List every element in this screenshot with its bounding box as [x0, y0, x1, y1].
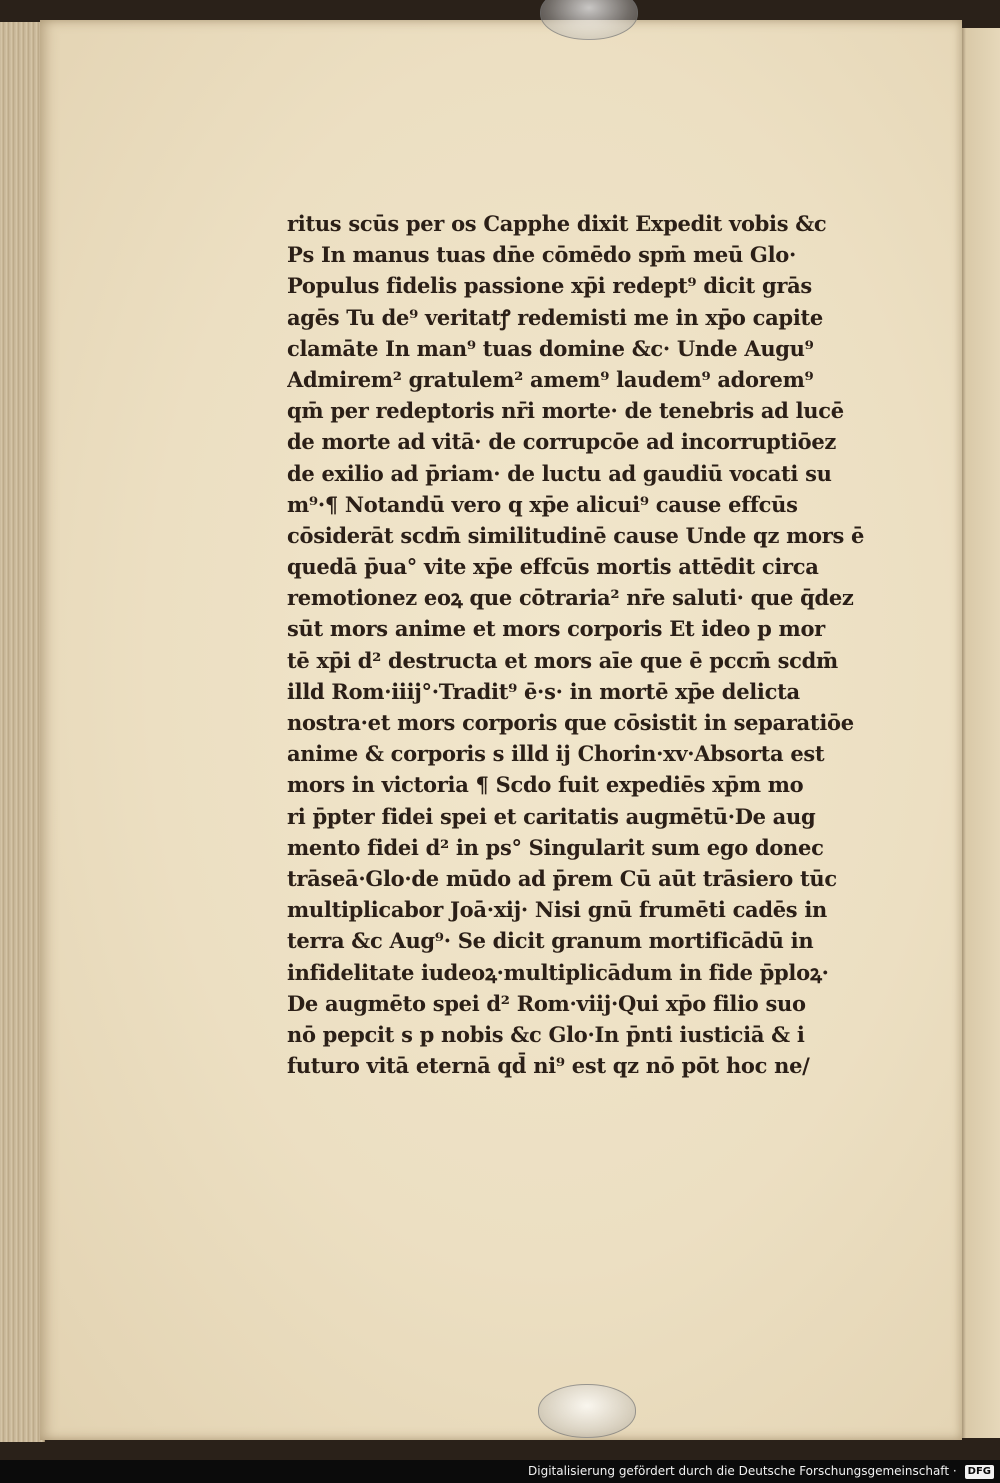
text-line: nō pepcit s p nobis &c Glo·In p̄nti iusticiā & i	[287, 1021, 805, 1047]
text-line: de exilio ad p̄riam· de luctu ad gaudiū vocati su	[287, 460, 832, 486]
text-line: nostra·et mors corporis que cōsistit in separatiōe	[287, 710, 854, 735]
funding-notice: Digitalisierung gefördert durch die Deutsche Forschungsgemeinschaft ·	[528, 1464, 957, 1478]
text-line: qm̄ per redeptoris nr̄i morte· de tenebris ad lucē	[287, 398, 844, 424]
text-line: m⁹·¶ Notandū vero q xp̄e alicui⁹ cause effcūs	[287, 491, 798, 517]
dfg-logo-icon: DFG	[965, 1465, 994, 1479]
text-line: infidelitate iudeoꝝ·multiplicādum in fide p̄ploꝝ·	[287, 959, 829, 985]
text-line: Admirem² gratulem² amem⁹ laudem⁹ adorem⁹	[287, 366, 814, 392]
text-line: ritus scūs per os Capphe dixit Expedit vobis &c	[287, 211, 827, 236]
text-line: clamāte In man⁹ tuas domine &c· Unde Augu⁹	[287, 335, 814, 361]
text-line: cōsiderāt scdm̄ similitudinē cause Unde qz mors ē	[287, 522, 865, 548]
text-line: de morte ad vitā· de corrupcōe ad incorruptiōez	[287, 429, 837, 455]
text-line: anime & corporis s illd ij Chorin·xv·Absorta est	[287, 741, 825, 767]
text-line: sūt mors anime et mors corporis Et ideo p mor	[287, 616, 825, 642]
text-line: De augmēto spei d² Rom·viij·Qui xp̄o filio suo	[287, 990, 806, 1016]
glass-clip-bottom	[538, 1384, 636, 1438]
text-line: mors in victoria ¶ Scdo fuit expediēs xp̄m mo	[287, 772, 804, 798]
text-line: agēs Tu de⁹ veritatꝭ redemisti me in xp̄o capite	[287, 304, 823, 330]
text-line: mento fidei d² in ps° Singularit sum ego donec	[287, 834, 824, 860]
page-edges-left	[0, 22, 45, 1442]
text-line: futuro vitā eternā qd̄ ni⁹ est qz nō pōt hoc ne/	[287, 1053, 810, 1079]
facing-page-edge	[960, 28, 1000, 1438]
text-line: Ps In manus tuas dn̄e cōmēdo spm̄ meū Glo·	[287, 242, 796, 268]
text-line: remotionez eoꝝ que cōtraria² nr̄e saluti· que q̄dez	[287, 585, 854, 611]
text-line: ri p̄pter fidei spei et caritatis augmētū·De aug	[287, 803, 816, 829]
text-line: tē xp̄i d² destructa et mors aīe que ē pccm̄ scdm̄	[287, 647, 838, 673]
text-line: trāseā·Glo·de mūdo ad p̄rem Cū aūt trāsiero tūc	[287, 865, 837, 891]
footer-bar	[0, 1460, 1000, 1483]
text-block	[287, 208, 872, 1081]
text-line: Populus fidelis passione xp̄i redept⁹ dicit grās	[287, 273, 812, 299]
text-line: illd Rom·iiij°·Tradit⁹ ē·s· in mortē xp̄e delicta	[287, 678, 800, 704]
text-line: multiplicabor Joā·xij· Nisi gnū frumēti cadēs in	[287, 897, 827, 923]
text-line: quedā p̄ua° vite xp̄e effcūs mortis attēdit circa	[287, 554, 819, 580]
text-line: terra &c Aug⁹· Se dicit granum mortificādū in	[287, 928, 814, 954]
